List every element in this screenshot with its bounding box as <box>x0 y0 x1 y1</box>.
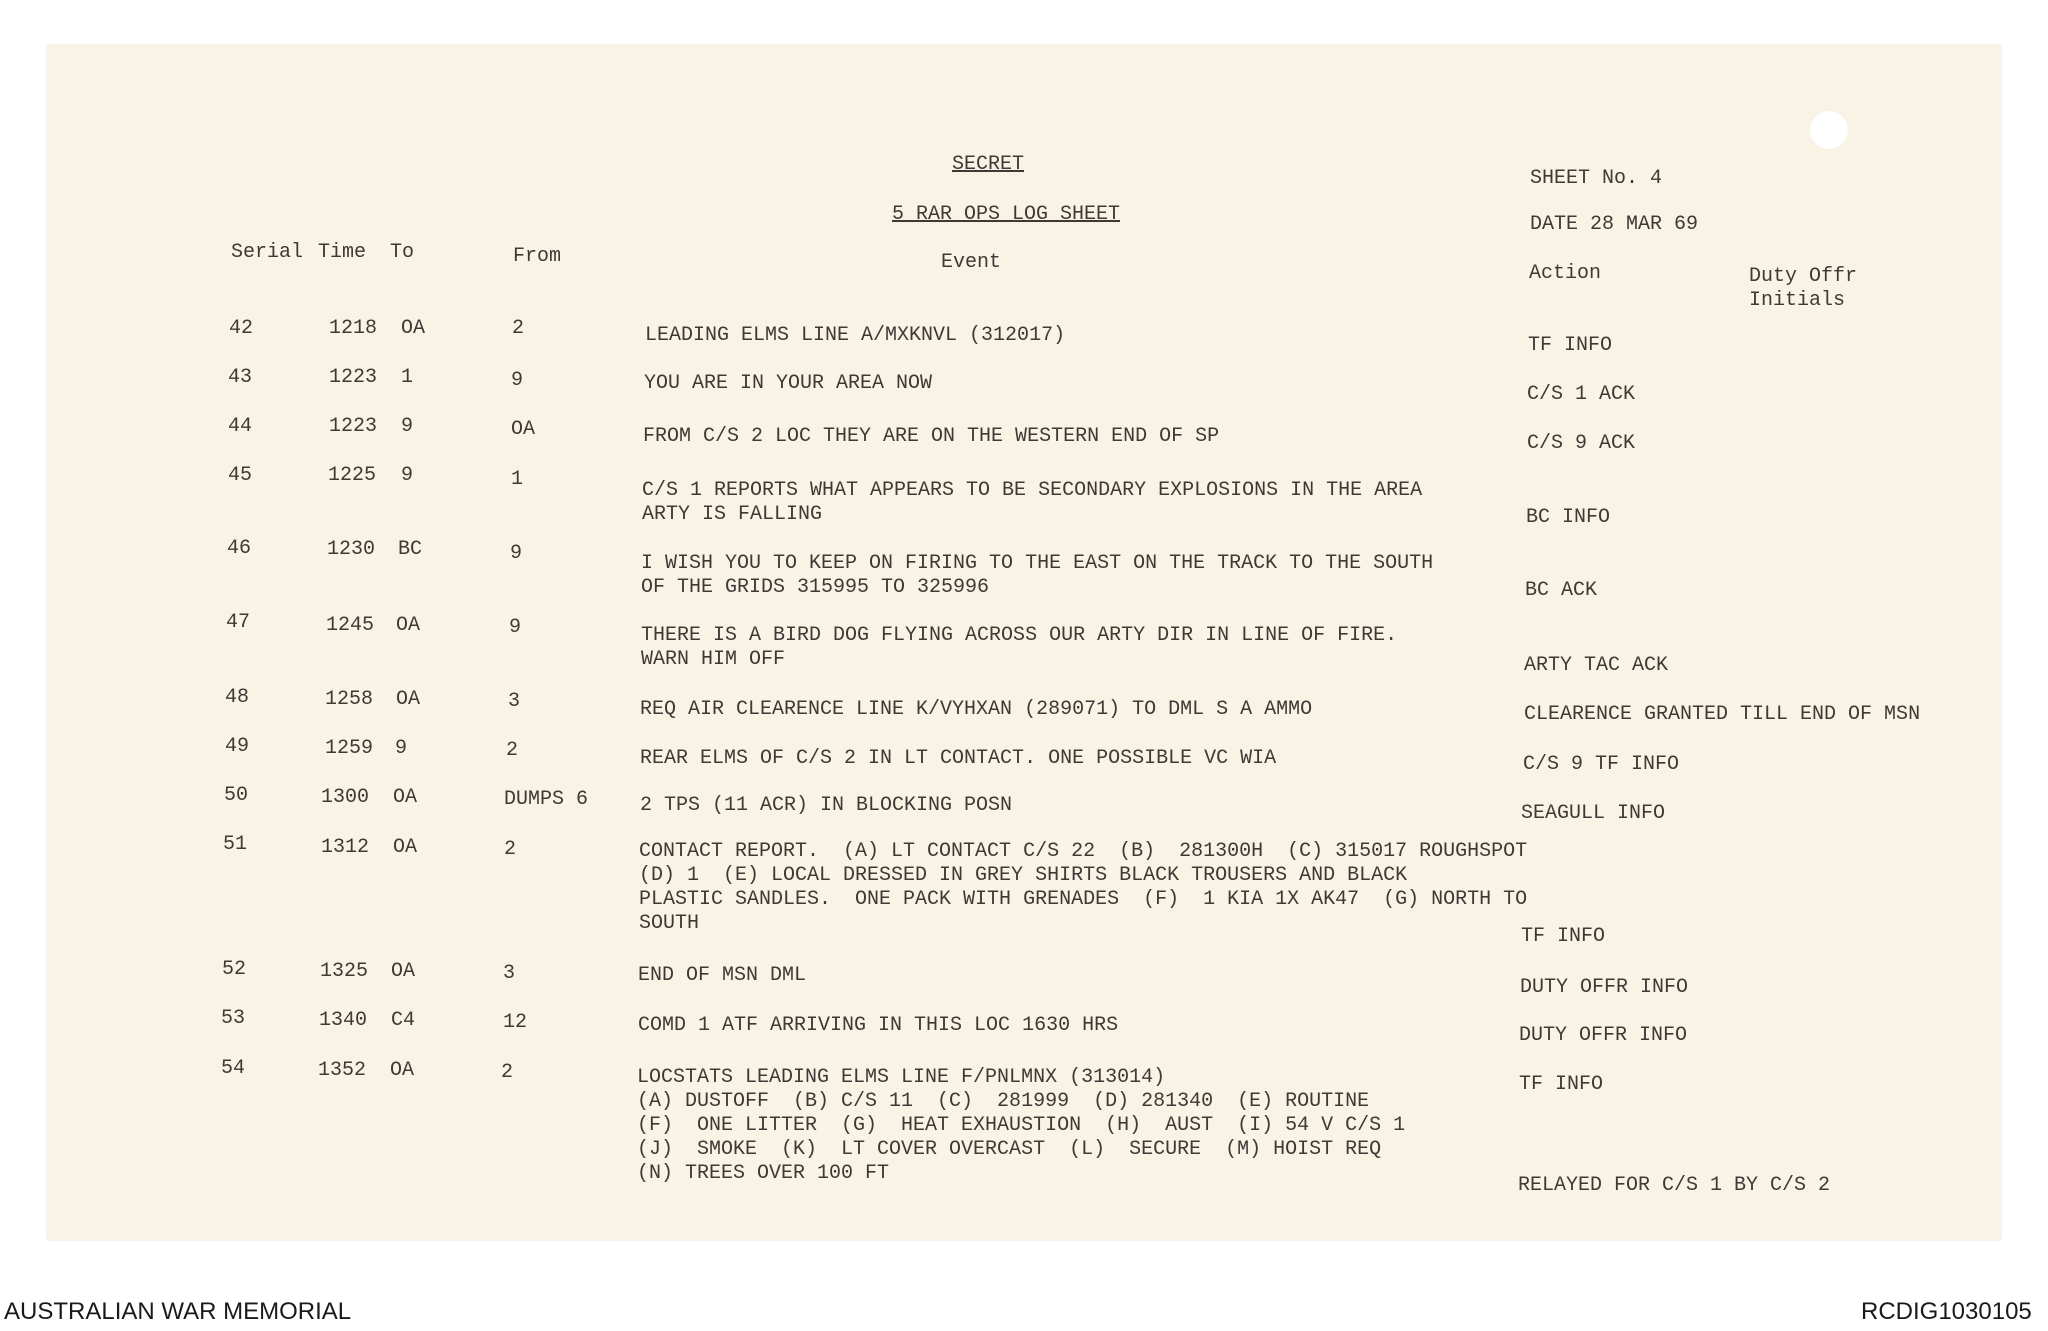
row-45-from: 1 <box>511 468 524 491</box>
row-45-to: 9 <box>401 464 414 487</box>
col-header-to: To <box>390 241 415 264</box>
classification-label: SECRET <box>952 153 1025 176</box>
row-54-time: 1352 <box>318 1059 367 1082</box>
row-52-action: DUTY OFFR INFO <box>1520 976 1689 999</box>
row-53-serial: 53 <box>221 1007 246 1030</box>
row-45-time: 1225 <box>328 464 377 487</box>
row-42-from: 2 <box>512 317 525 340</box>
row-45-action: BC INFO <box>1526 506 1611 529</box>
row-50-time: 1300 <box>321 786 370 809</box>
row-47-to: OA <box>396 614 421 637</box>
relayed-note: RELAYED FOR C/S 1 BY C/S 2 <box>1518 1174 1831 1197</box>
row-51-event: CONTACT REPORT. (A) LT CONTACT C/S 22 (B) 281300H (C) 315017 ROUGHSPOT (D) 1 (E) LOCAL DRESSED IN GREY SHIRTS BLACK TROUSERS AND BLACK PLASTIC SANDLES. ONE PACK WITH GRENADES (F) 1 KIA 1X AK47 (G) NORTH TO SOUTH <box>639 840 1528 935</box>
row-52-from: 3 <box>503 962 516 985</box>
archive-source-label: AUSTRALIAN WAR MEMORIAL <box>4 1298 352 1325</box>
row-49-to: 9 <box>395 737 408 760</box>
col-header-event: Event <box>941 251 1002 274</box>
row-43-action: C/S 1 ACK <box>1527 383 1636 406</box>
archive-reference-id: RCDIG1030105 <box>1861 1298 2032 1325</box>
row-47-serial: 47 <box>226 611 251 634</box>
row-46-time: 1230 <box>327 538 376 561</box>
row-51-serial: 51 <box>223 833 248 856</box>
row-46-serial: 46 <box>227 537 252 560</box>
row-53-time: 1340 <box>319 1009 368 1032</box>
row-46-from: 9 <box>510 542 523 565</box>
row-48-to: OA <box>396 688 421 711</box>
row-48-event: REQ AIR CLEARENCE LINE K/VYHXAN (289071) TO DML S A AMMO <box>640 698 1313 721</box>
sheet-number: SHEET No. 4 <box>1530 167 1663 190</box>
row-54-action: TF INFO <box>1519 1073 1604 1096</box>
row-42-to: OA <box>401 317 426 340</box>
row-45-serial: 45 <box>228 464 253 487</box>
col-header-action: Action <box>1529 262 1602 285</box>
col-header-time: Time <box>318 241 367 264</box>
row-47-action: ARTY TAC ACK <box>1524 654 1669 677</box>
col-header-from: From <box>513 245 562 268</box>
row-52-time: 1325 <box>320 960 369 983</box>
row-43-to: 1 <box>401 366 414 389</box>
punch-hole <box>1810 111 1848 149</box>
page-title: 5 RAR OPS LOG SHEET <box>892 203 1121 226</box>
row-42-event: LEADING ELMS LINE A/MXKNVL (312017) <box>645 324 1066 347</box>
row-48-serial: 48 <box>225 686 250 709</box>
row-51-to: OA <box>393 836 418 859</box>
row-44-to: 9 <box>401 415 414 438</box>
row-46-action: BC ACK <box>1525 579 1598 602</box>
row-54-from: 2 <box>501 1061 514 1084</box>
row-43-serial: 43 <box>228 366 253 389</box>
col-header-initials: Initials <box>1749 289 1846 312</box>
row-49-action: C/S 9 TF INFO <box>1523 753 1680 776</box>
row-52-serial: 52 <box>222 958 247 981</box>
row-44-event: FROM C/S 2 LOC THEY ARE ON THE WESTERN END OF SP <box>643 425 1220 448</box>
row-50-serial: 50 <box>224 784 249 807</box>
row-46-to: BC <box>398 538 423 561</box>
row-47-time: 1245 <box>326 614 375 637</box>
row-50-action: SEAGULL INFO <box>1521 802 1666 825</box>
row-43-event: YOU ARE IN YOUR AREA NOW <box>644 372 933 395</box>
row-42-serial: 42 <box>229 317 254 340</box>
row-49-time: 1259 <box>325 737 374 760</box>
row-54-to: OA <box>390 1059 415 1082</box>
row-48-time: 1258 <box>325 688 374 711</box>
row-42-action: TF INFO <box>1528 334 1613 357</box>
row-54-serial: 54 <box>221 1057 246 1080</box>
row-52-to: OA <box>391 960 416 983</box>
row-50-event: 2 TPS (11 ACR) IN BLOCKING POSN <box>640 794 1013 817</box>
row-53-action: DUTY OFFR INFO <box>1519 1024 1688 1047</box>
row-53-event: COMD 1 ATF ARRIVING IN THIS LOC 1630 HRS <box>638 1014 1119 1037</box>
row-48-action: CLEARENCE GRANTED TILL END OF MSN <box>1524 703 1921 726</box>
row-50-from: DUMPS 6 <box>504 788 589 811</box>
row-44-action: C/S 9 ACK <box>1527 432 1636 455</box>
row-49-event: REAR ELMS OF C/S 2 IN LT CONTACT. ONE POSSIBLE VC WIA <box>640 747 1277 770</box>
row-49-serial: 49 <box>225 735 250 758</box>
row-45-event: C/S 1 REPORTS WHAT APPEARS TO BE SECONDARY EXPLOSIONS IN THE AREA ARTY IS FALLING <box>642 479 1423 526</box>
row-47-event: THERE IS A BIRD DOG FLYING ACROSS OUR ARTY DIR IN LINE OF FIRE. WARN HIM OFF <box>641 624 1398 671</box>
row-42-time: 1218 <box>329 317 378 340</box>
row-51-time: 1312 <box>321 836 370 859</box>
row-50-to: OA <box>393 786 418 809</box>
col-header-duty-offr: Duty Offr <box>1749 265 1858 288</box>
row-44-serial: 44 <box>228 415 253 438</box>
row-49-from: 2 <box>506 739 519 762</box>
row-51-from: 2 <box>504 838 517 861</box>
row-46-event: I WISH YOU TO KEEP ON FIRING TO THE EAST ON THE TRACK TO THE SOUTH OF THE GRIDS 315995 TO 325996 <box>641 552 1434 599</box>
row-43-from: 9 <box>511 369 524 392</box>
col-header-serial: Serial <box>231 241 304 264</box>
row-43-time: 1223 <box>329 366 378 389</box>
row-53-from: 12 <box>503 1011 528 1034</box>
row-53-to: C4 <box>391 1009 416 1032</box>
row-44-time: 1223 <box>329 415 378 438</box>
row-52-event: END OF MSN DML <box>638 964 807 987</box>
row-47-from: 9 <box>509 616 522 639</box>
log-date: DATE 28 MAR 69 <box>1530 213 1699 236</box>
row-44-from: OA <box>511 418 536 441</box>
row-51-action: TF INFO <box>1521 925 1606 948</box>
row-48-from: 3 <box>508 690 521 713</box>
row-54-event: LOCSTATS LEADING ELMS LINE F/PNLMNX (313014) (A) DUSTOFF (B) C/S 11 (C) 281999 (D) 281340 (E) ROUTINE (F) ONE LITTER (G) HEAT EXHAUSTION (H) AUST (I) 54 V C/S 1 (J) SMOKE (K) LT COVER OVERCAST (L) SECURE (M) HOIST REQ (N) TREES OVER 100 FT <box>637 1066 1406 1185</box>
